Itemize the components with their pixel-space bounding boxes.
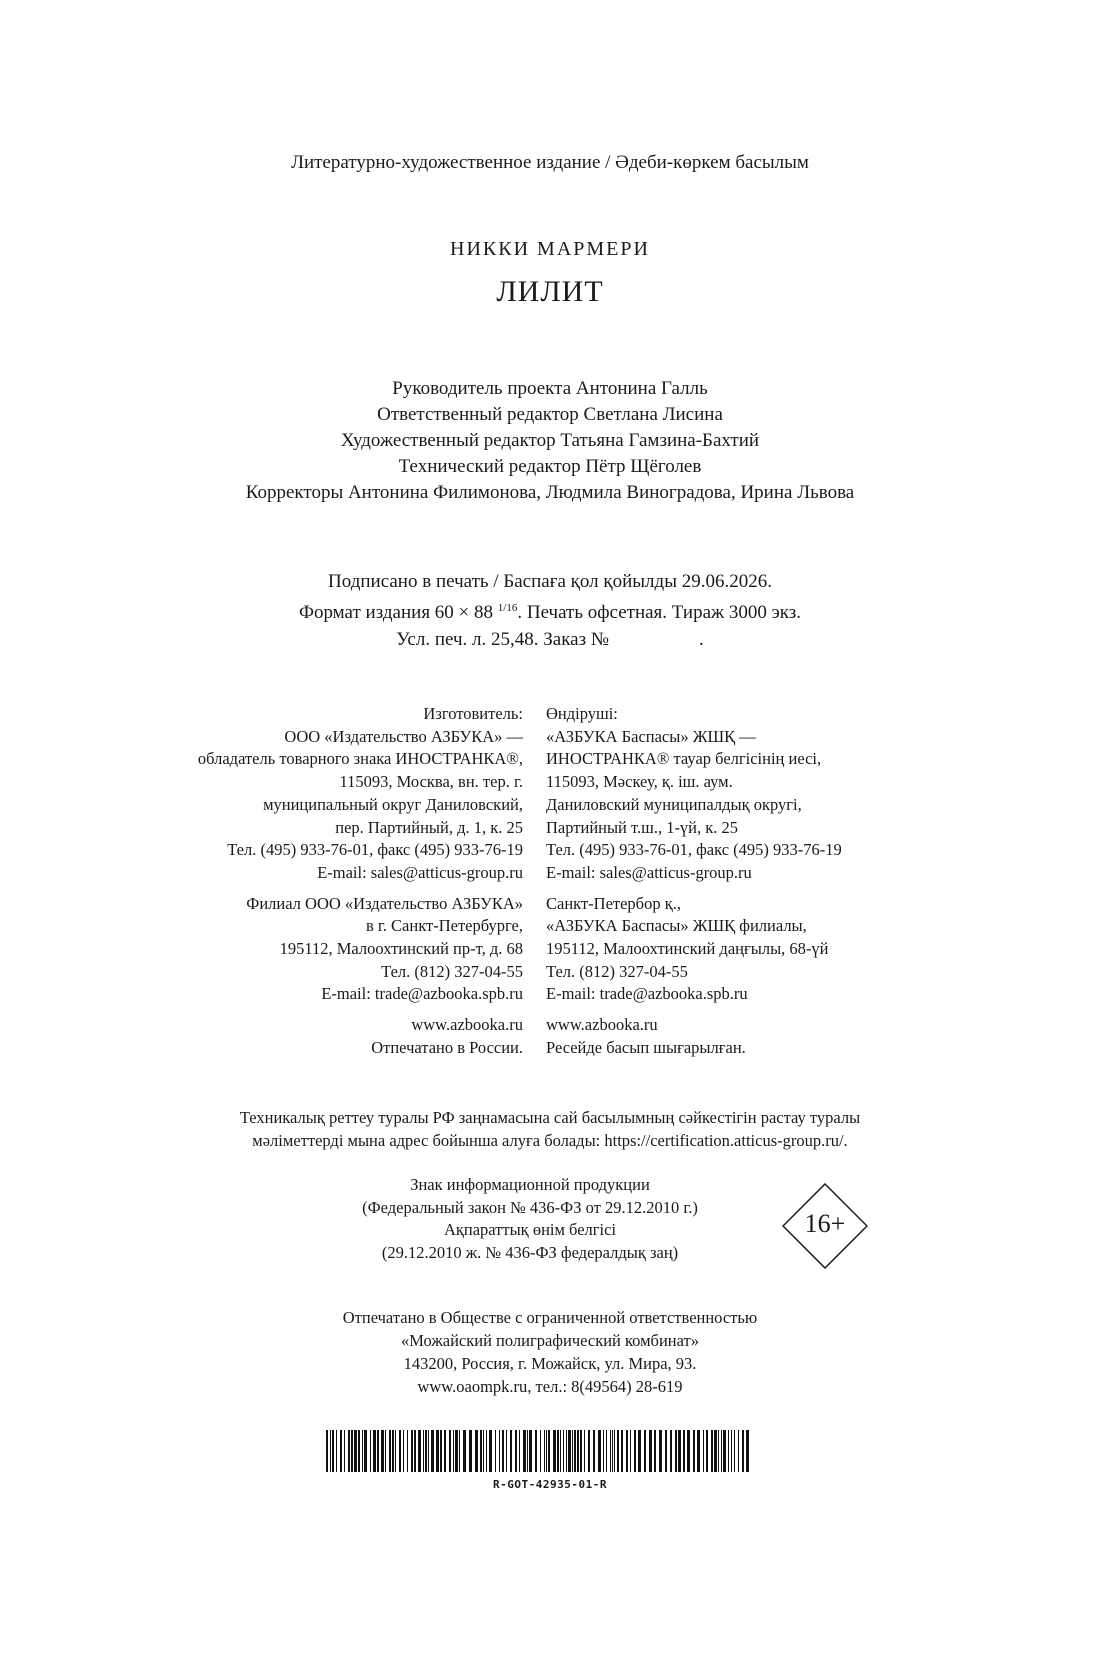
credit-line: Ответственный редактор Светлана Лисина <box>377 404 723 425</box>
mfr-ru-line: Изготовитель: <box>423 704 523 723</box>
tech-line: Техникалық реттеу туралы РФ заңнамасына сай басылымның сәйкестігін растау туралы <box>239 1108 861 1127</box>
mfr-ru-line: Тел. (495) 933-76-01, факс (495) 933-76-19 <box>227 840 523 860</box>
mfr-ru-line: 195112, Малоохтинский пр-т, д. 68 <box>279 939 523 959</box>
age-rating-text: 16+ <box>804 1209 846 1238</box>
format-prefix: Формат издания 60 × 88 <box>298 602 494 623</box>
manufacturer-kz <box>546 703 1046 1060</box>
mfr-ru-line: Филиал ООО «Издательство АЗБУКА» <box>246 893 523 913</box>
sheets-text: Усл. печ. л. 25,48. Заказ № <box>396 629 609 650</box>
credit-line: Технический редактор Пётр Щёголев <box>398 456 702 477</box>
printer-line: 143200, Россия, г. Можайск, ул. Мира, 93. <box>403 1354 697 1373</box>
mfr-ru-line: E-mail: trade@azbooka.spb.ru <box>321 984 523 1004</box>
printer-line: «Можайский полиграфический комбинат» <box>401 1331 699 1350</box>
sheets-end: . <box>698 629 704 650</box>
mfr-ru-line: обладатель товарного знака ИНОСТРАНКА®, <box>197 749 523 769</box>
mfr-kz-line: 115093, Мәскеу, қ. іш. аум. <box>546 772 733 792</box>
format-line <box>0 595 1100 626</box>
barcode-label: R-GOT-42935-01-R <box>493 1478 607 1491</box>
credit-line: Руководитель проекта Антонина Галль <box>392 378 708 399</box>
credit-line: Корректоры Антонина Филимонова, Людмила Виноградова, Ирина Львова <box>245 482 855 503</box>
mfr-kz-line: E-mail: sales@atticus-group.ru <box>546 862 752 882</box>
format-fraction: 1/16 <box>497 602 518 614</box>
printer-line: Отпечатано в Обществе с ограниченной ответственностью <box>342 1308 758 1327</box>
author-name: НИККИ МАРМЕРИ <box>450 238 650 260</box>
tech-regulation-note <box>0 1106 1100 1152</box>
mfr-ru-line: в г. Санкт-Петербурге, <box>365 916 523 936</box>
mfr-kz-line: E-mail: trade@azbooka.spb.ru <box>546 984 748 1004</box>
mfr-kz-line: Партийный т.ш., 1-үй, к. 25 <box>546 817 739 837</box>
mfr-ru-line: ООО «Издательство АЗБУКА» — <box>284 726 523 746</box>
mfr-ru-line: пер. Партийный, д. 1, к. 25 <box>335 817 523 837</box>
sheets-line <box>0 626 1100 653</box>
info-sign-line: (29.12.2010 ж. № 436-ФЗ федералдық заң) <box>381 1243 679 1263</box>
mfr-kz-line: www.azbooka.ru <box>546 1015 658 1035</box>
mfr-ru-line: Тел. (812) 327-04-55 <box>381 961 523 981</box>
info-sign-line: Знак информационной продукции <box>410 1175 650 1194</box>
tech-line: мәліметтерді мына адрес бойынша алуға болады: https://certification.atticus-group.ru/. <box>252 1131 848 1150</box>
barcode-icon <box>326 1430 751 1472</box>
printer-block <box>0 1306 1100 1398</box>
age-rating-badge <box>782 1183 868 1269</box>
info-sign-line: (Федеральный закон № 436-ФЗ от 29.12.2010 г.) <box>362 1197 698 1217</box>
mfr-kz-line: «АЗБУКА Баспасы» ЖШҚ — <box>546 726 756 746</box>
mfr-ru-line: 115093, Москва, вн. тер. г. <box>339 772 523 792</box>
credits-block <box>0 376 1100 506</box>
printer-line: www.oaompk.ru, тел.: 8(49564) 28-619 <box>417 1377 683 1396</box>
format-suffix: . Печать офсетная. Тираж 3000 экз. <box>517 602 802 623</box>
book-title: ЛИЛИТ <box>496 275 604 308</box>
mfr-kz-line: Тел. (495) 933-76-01, факс (495) 933-76-19 <box>546 840 842 860</box>
mfr-kz-line: Даниловский муниципалдық округі, <box>546 794 802 814</box>
info-sign-block <box>330 1174 730 1265</box>
mfr-ru-line: Отпечатано в России. <box>371 1037 523 1057</box>
mfr-ru-line: E-mail: sales@atticus-group.ru <box>317 862 523 882</box>
mfr-kz-line: «АЗБУКА Баспасы» ЖШҚ филиалы, <box>546 916 807 936</box>
mfr-kz-line: Санкт-Петербор қ., <box>546 893 681 913</box>
mfr-ru-line: www.azbooka.ru <box>411 1015 523 1035</box>
genre-line: Литературно-художественное издание / Әдеби-көркем басылым <box>291 152 809 173</box>
print-info-block <box>0 568 1100 653</box>
mfr-kz-line: Ресейде басып шығарылған. <box>546 1037 746 1057</box>
manufacturer-ru <box>60 703 523 1060</box>
mfr-kz-line: ИНОСТРАНКА® тауар белгісінің иесі, <box>546 749 822 769</box>
info-sign-line: Ақпараттық өнім белгісі <box>443 1220 617 1240</box>
mfr-kz-line: 195112, Малоохтинский даңғылы, 68-үй <box>546 939 829 959</box>
mfr-ru-line: муниципальный округ Даниловский, <box>263 794 523 814</box>
mfr-kz-line: Тел. (812) 327-04-55 <box>546 961 688 981</box>
signed-date: Подписано в печать / Баспаға қол қойылды 29.06.2026. <box>328 571 772 592</box>
mfr-kz-line: Өндіруші: <box>546 704 618 723</box>
credit-line: Художественный редактор Татьяна Гамзина-Бахтий <box>340 430 760 451</box>
